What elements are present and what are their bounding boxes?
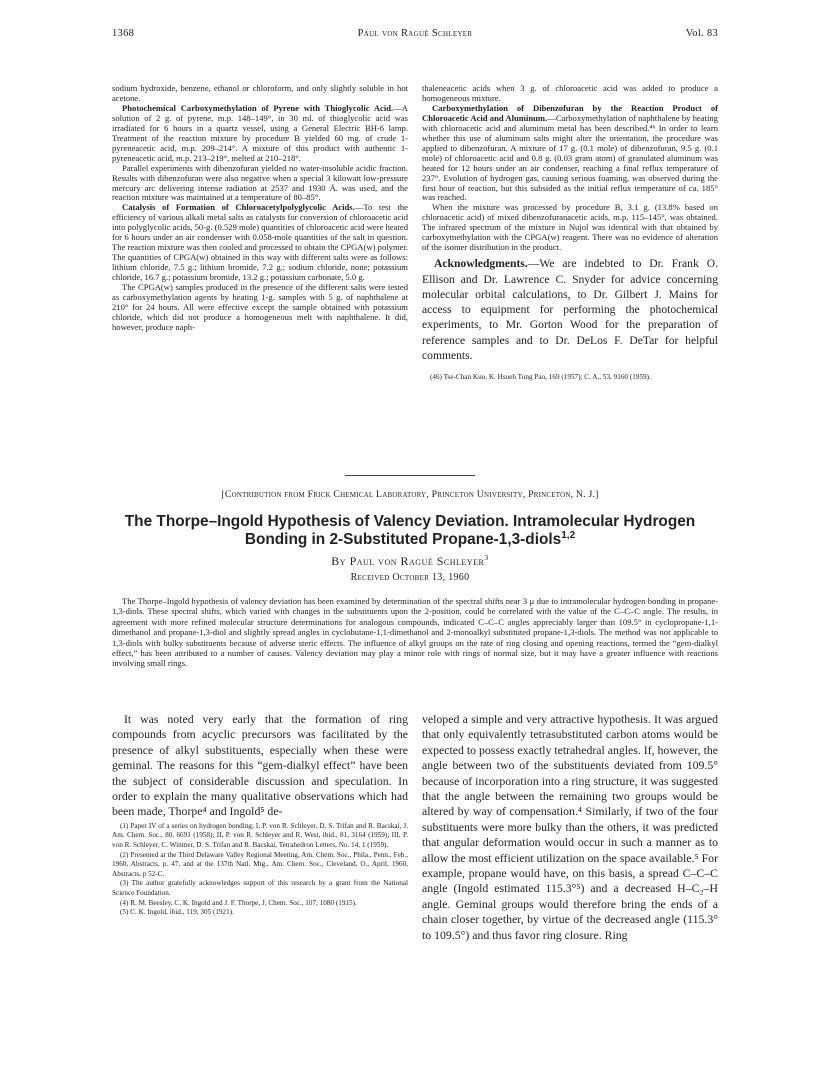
author-name: By Paul von Ragué Schleyer <box>331 554 485 568</box>
title-line-1: The Thorpe–Ingold Hypothesis of Valency Deviation. Intramolecular Hydrogen <box>124 513 696 530</box>
paragraph <box>112 203 408 283</box>
experimental-left-column <box>112 84 408 333</box>
abstract: The Thorpe–Ingold hypothesis of valency deviation has been examined by determination of the spectral shifts near 3 μ due to intramolecular hydrogen bonding in propane-1,3-diols. These spectral shifts, which varied with changes in the substituents upon the 2-position, could be correlated with the value of the C–C–C angle. The results, in agreement with more refined molecular structure determinations for analogous compounds, indicated C–C–C angles appreciably larger than 109.5° in cyclopropane-1,1-dimethanol and propane-1,3-diol and slightly spread angles in cyclobutane-1,1-dimethanol and 2-monoalkyl substituted propane-1,3-diols. The method was not applicable to 1,3-diols with bulky substituents because of adverse steric effects. The influence of alkyl groups on the rate of ring closing and opening reactions, termed the “gem-dialkyl effect,” has been attributed to a number of causes. Valency deviation may play a minor role with rings of normal size, but it may have a greater influence with reactions involving small rings. <box>112 596 718 669</box>
paragraph <box>422 104 718 204</box>
section-heading: Carboxymethylation of Dibenzofuran by the Reaction Product of Chloroacetic Acid and Aluminum. <box>422 102 718 123</box>
paragraph-body: —Carboxymethylation of naphthalene by heating with chloroacetic acid and aluminum metal has been described.⁴⁶ In order to learn whether this use of aluminum salts might alter the orientation, the procedure was applied to dibenzofuran. A mixture of 17 g. (0.1 mole) of dibenzofuran, 9.5 g. (0.1 mole) of chloroacetic acid and 0.8 g. (0.03 gram atom) of granulated aluminum was heated for 12 hours under an air condenser, reaching a final reflux temperature of 237°. Evolution of hydrogen gas, causing serious foaming, was observed during the first hour of reaction, but this subsided as the initial reflux temperature of ca. 185° was reached. <box>422 112 718 203</box>
article-title <box>60 513 760 549</box>
paragraph: The CPGA(w) samples produced in the presence of the different salts were tested as carboxymethylation agents by heating 1-g. samples with 5 g. of naphthalene at 210° for 24 hours. All were effective except the sample obtained with potassium chloride, which did not produce a homogeneous melt with naphthalene. It did, however, produce naph- <box>112 282 408 332</box>
acknowledgments <box>422 256 718 363</box>
footnote-5: (5) C. K. Ingold, ibid., 119, 305 (1921). <box>120 908 234 917</box>
footnote-4: (4) R. M. Beesley, C. K. Ingold and J. F. Thorpe, J. Chem. Soc., 107, 1080 (1915). <box>120 898 357 907</box>
volume-label: Vol. 83 <box>685 28 718 39</box>
paragraph: thaleneacetic acids when 3 g. of chloroacetic acid was added to produce a homogeneous mixture. <box>422 83 718 103</box>
paragraph-body: —To test the efficiency of various alkali metal salts as catalysts for conversion of chloroacetic acid into polyglycolic acids, 50-g. (0.529 mole) quantities of chloroacetic acid were heated for 6 hours under an air condenser with 0.058-mole quantities of the salt in question. The reaction mixture was then cooled and processed to obtain the CPGA(w) polymer. The quantities of CPGA(w) obtained in this way with different salts were as follows: lithium chloride, 7.5 g.; lithium bromide, 7.2 g.; sodium chloride, none; potassium chloride, 16.7 g.; potassium bromide, 13.2 g.; potassium carbonate, 5.0 g. <box>112 202 408 283</box>
experimental-right-column <box>422 84 718 382</box>
footnote-3: (3) The author gratefully acknowledges support of this research by a grant from the National Science Foundation. <box>112 879 408 897</box>
body-paragraph: veloped a simple and very attractive hypothesis. It was argued that only equivalently tetrasubstituted carbon atoms would be expected to possess exactly tetrahedral angles. If, however, the angle between two of the substituents deviated from 109.5° because of incorporation into a ring structure, it was suggested that the angle between the remaining two groups would be altered by way of compensation.⁴ Similarly, if two of the four substituents were more bulky than the others, it was predicted that angular deformation would occur in such a manner as to allow the most efficient utilization on the space available.⁵ For example, propane would have, on this basis, a spread C–C–C angle (Ingold estimated 115.3°⁵) and a decreased H–C₂–H angle. Geminal groups would therefore bring the ends of a chain closer together, by virtue of the decreased angle (115.3° to 109.5°) and thus favor ring closure. Ring <box>422 712 718 942</box>
paragraph-body: —A solution of 2 g. of pyrene, m.p. 148–149°, in 30 ml. of thioglycolic acid was irradiated for 6 hours in a quartz vessel, using a General Electric BH-6 lamp. Treatment of the reaction mixture by procedure B yielded 60 mg. of crude 1-pyreneacetic acid, m.p. 209–214°. A mixture of this product with authentic 1-pyreneacetic acid, m.p. 213–219°, melted at 210–218°. <box>112 102 408 163</box>
running-header <box>112 28 718 44</box>
paragraph: sodium hydroxide, benzene, ethanol or chloroform, and only slightly soluble in hot acetone. <box>112 83 408 103</box>
paragraph: When the mixture was processed by procedure B, 3.1 g. (13.8% based on chloroacetic acid) of mixed dibenzofuranacetic acids, m.p. 115–145°, was obtained. The infrared spectrum of the mixture in Nujol was identical with that obtained by carboxymethylation with the CPGA(w) reagent. There was no evidence of alteration of the isomer distribution in the product. <box>422 202 718 253</box>
acknowledgments-body: —We are indebted to Dr. Frank O. Ellison and Dr. Lawrence C. Snyder for advice concerning molecular orbital calculations, to Dr. Gilbert J. Mains for access to equipment for performing the photochemical experiments, to Mr. Gorton Wood for the preparation of reference samples and to Dr. DeLos F. DeTar for helpful comments. <box>422 257 718 362</box>
received-date: Received October 13, 1960 <box>350 572 470 583</box>
body-left-column <box>112 712 408 918</box>
contribution-line: [Contribution from Frick Chemical Laboratory, Princeton University, Princeton, N. J.] <box>221 489 599 500</box>
footnote-2: (2) Presented at the Third Delaware Valley Regional Meeting, Am. Chem. Soc., Phila., Penn., Feb., 1960, Abstracts, p. 47, and at the 137th Natl. Mtg., Am. Chem. Soc., Cleveland, O., April, 1960, Abstracts, p 52-C. <box>112 850 408 878</box>
section-heading: Photochemical Carboxymethylation of Pyrene with Thioglycolic Acid. <box>122 102 394 113</box>
author-footnote-mark: 3 <box>484 553 489 562</box>
title-footnote-marks: 1,2 <box>561 529 576 541</box>
paragraph <box>112 104 408 164</box>
footnote-46: (46) Tse-Chan Kuo, K. Hsueh Tung Pao, 169 (1957); C. A., 53, 9160 (1959). <box>430 373 651 382</box>
footnote-1: (1) Paper IV of a series on hydrogen bonding; I, P. von R. Schleyer, D. S. Trifan and R. Bacskai, J. Am. Chem. Soc., 80, 6691 (1958); II, P. von R. Schleyer and R. West, ibid., 81, 3164 (1959); III, P. von R. Schleyer, C. Wintner, D. S. Trifan and R. Bacskai, Tetrahedron Letters, No. 14, 1 (1959). <box>112 821 408 850</box>
section-divider <box>345 475 475 476</box>
body-paragraph: It was noted very early that the formation of ring compounds from acyclic precursors was facilitated by the presence of alkyl substituents, especially when these were geminal. The reasons for this “gem-dialkyl effect” have been the subject of considerable discussion and speculation. In order to explain the many qualitative observations which had been made, Thorpe⁴ and Ingold⁵ de- <box>112 712 408 819</box>
running-title: Paul von Ragué Schleyer <box>357 28 473 39</box>
section-heading: Catalysis of Formation of Chloroacetylpolyglycolic Acids. <box>122 202 355 213</box>
body-right-column <box>422 712 718 943</box>
acknowledgments-heading: Acknowledgments. <box>434 257 528 271</box>
title-line-2: Bonding in 2-Substituted Propane-1,3-diols <box>244 531 562 548</box>
author-byline <box>60 554 760 569</box>
page-number: 1368 <box>112 28 135 39</box>
footnotes <box>112 822 408 918</box>
paragraph: Parallel experiments with dibenzofuran yielded no water-insoluble acidic fraction. Results with dibenzofuran were also negative when a special 3 kilowatt low-pressure mercury arc delivering intense radiation at 2537 and 1930 Å. was used, and the reaction mixture was maintained at a temperature of 80–85°. <box>112 162 408 203</box>
